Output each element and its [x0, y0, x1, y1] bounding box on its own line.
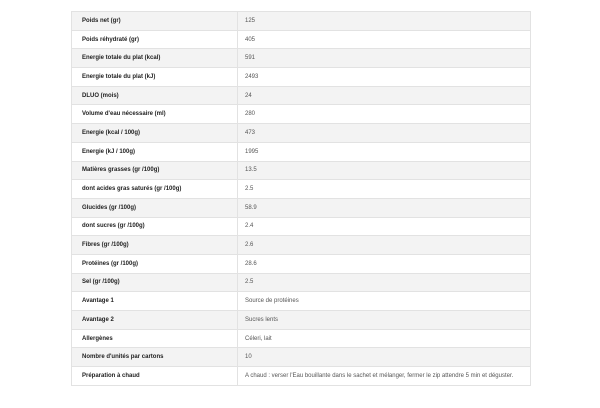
spec-value: 58.9	[238, 198, 531, 217]
table-row	[72, 30, 531, 49]
product-spec-table	[71, 11, 531, 386]
table-row	[72, 292, 531, 311]
spec-value: 28.6	[238, 254, 531, 273]
table-row	[72, 367, 531, 386]
table-row	[72, 348, 531, 367]
spec-label: Energie totale du plat (kJ)	[72, 68, 238, 87]
table-row	[72, 217, 531, 236]
spec-label: Volume d'eau nécessaire (ml)	[72, 105, 238, 124]
table-row	[72, 273, 531, 292]
spec-label: Allergènes	[72, 329, 238, 348]
spec-label: Energie (kJ / 100g)	[72, 142, 238, 161]
table-row	[72, 105, 531, 124]
table-row	[72, 68, 531, 87]
table-row	[72, 49, 531, 68]
spec-value: 2.4	[238, 217, 531, 236]
spec-label: Poids réhydraté (gr)	[72, 30, 238, 49]
table-row	[72, 180, 531, 199]
spec-label: Poids net (gr)	[72, 12, 238, 31]
table-row	[72, 329, 531, 348]
spec-value: 591	[238, 49, 531, 68]
spec-label: Fibres (gr /100g)	[72, 236, 238, 255]
spec-value: 10	[238, 348, 531, 367]
spec-table-body	[72, 12, 531, 386]
spec-value: 2.5	[238, 180, 531, 199]
table-row	[72, 254, 531, 273]
spec-value: 13.5	[238, 161, 531, 180]
spec-value: 125	[238, 12, 531, 31]
spec-value: 405	[238, 30, 531, 49]
spec-value: 24	[238, 86, 531, 105]
spec-label: DLUO (mois)	[72, 86, 238, 105]
spec-value: Source de protéines	[238, 292, 531, 311]
spec-value: 2493	[238, 68, 531, 87]
spec-value: 280	[238, 105, 531, 124]
spec-label: Energie totale du plat (kcal)	[72, 49, 238, 68]
table-row	[72, 198, 531, 217]
spec-label: Préparation à chaud	[72, 367, 238, 386]
table-row	[72, 124, 531, 143]
spec-label: Nombre d'unités par cartons	[72, 348, 238, 367]
spec-label: Matières grasses (gr /100g)	[72, 161, 238, 180]
spec-value: 1995	[238, 142, 531, 161]
table-row	[72, 12, 531, 31]
spec-value: 473	[238, 124, 531, 143]
table-row	[72, 142, 531, 161]
spec-label: dont acides gras saturés (gr /100g)	[72, 180, 238, 199]
table-row	[72, 311, 531, 330]
spec-label: Avantage 1	[72, 292, 238, 311]
table-row	[72, 161, 531, 180]
spec-value: Sucres lents	[238, 311, 531, 330]
spec-label: Energie (kcal / 100g)	[72, 124, 238, 143]
spec-value: 2.5	[238, 273, 531, 292]
spec-value: A chaud : verser l'Eau bouillante dans le sachet et mélanger, fermer le zip attendre 5 min et déguster.	[238, 367, 531, 386]
spec-value: Céleri, lait	[238, 329, 531, 348]
spec-value: 2.6	[238, 236, 531, 255]
spec-label: Protéines (gr /100g)	[72, 254, 238, 273]
spec-label: dont sucres (gr /100g)	[72, 217, 238, 236]
spec-label: Glucides (gr /100g)	[72, 198, 238, 217]
table-row	[72, 236, 531, 255]
table-row	[72, 86, 531, 105]
spec-label: Avantage 2	[72, 311, 238, 330]
spec-label: Sel (gr /100g)	[72, 273, 238, 292]
